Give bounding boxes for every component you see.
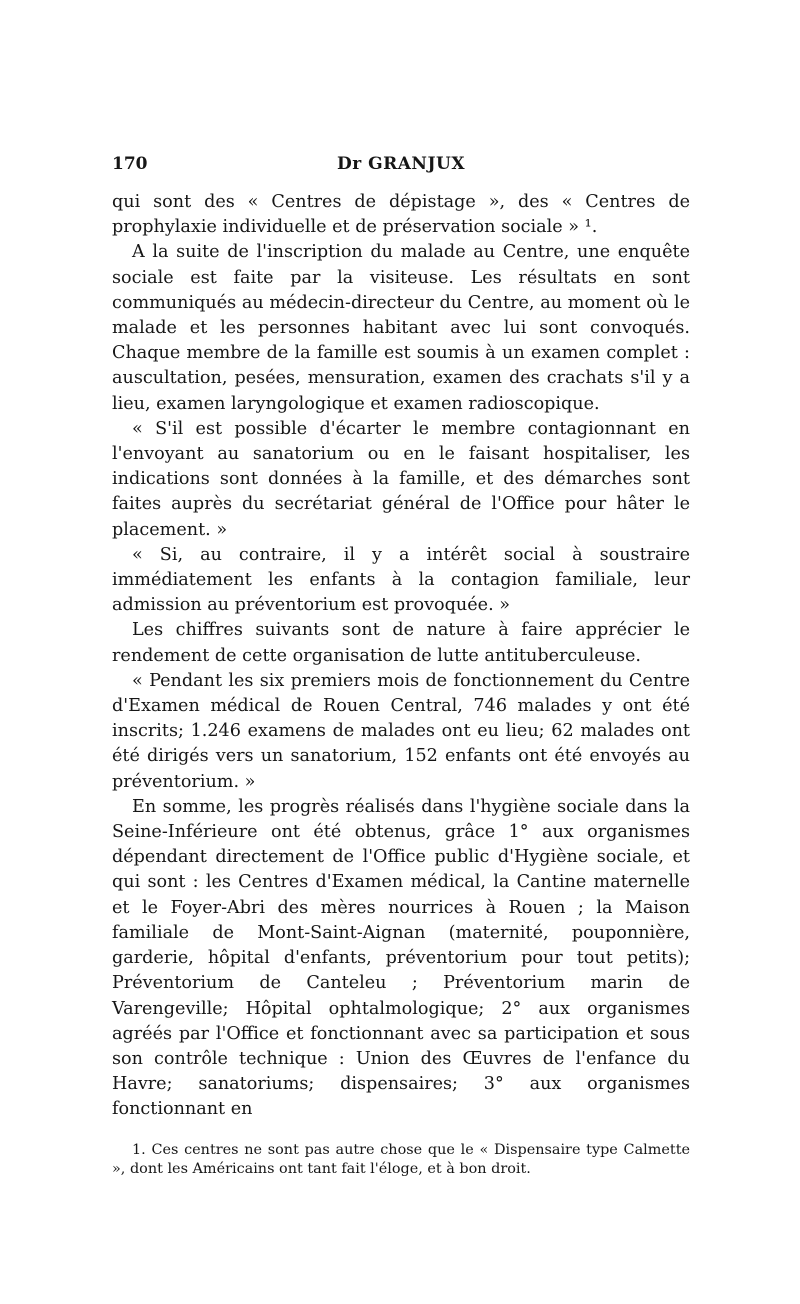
running-head bbox=[112, 150, 690, 176]
footnote: 1. Ces centres ne sont pas autre chose que le « Dispensaire type Calmette », dont les Américains ont tant fait l'éloge, et à bon droit. bbox=[112, 1141, 690, 1177]
paragraph: A la suite de l'inscription du malade au Centre, une enquête sociale est faite par la visiteuse. Les résultats en sont communiqués au médecin-directeur du Centre, au moment où le malade et les personnes habitant avec lui sont convoqués. Chaque membre de la famille est soumis à un examen complet : auscultation, pesées, mensuration, examen des crachats s'il y a lieu, examen laryngologique et examen radioscopique. bbox=[112, 242, 690, 414]
running-head-author: Dr GRANJUX bbox=[336, 154, 466, 174]
paragraph: Les chiffres suivants sont de nature à faire apprécier le rendement de cette organisation de lutte antituberculeuse. bbox=[112, 620, 690, 666]
quoted-paragraph: « S'il est possible d'écarter le membre contagionnant en l'envoyant au sanatorium ou en le faisant hospitaliser, les indications sont données à la famille, et des démarches sont faites auprès du secrétariat général de l'Office pour hâter le placement. » bbox=[112, 418, 690, 540]
quoted-paragraph: « Pendant les six premiers mois de fonctionnement du Centre d'Examen médical de Rouen Central, 746 malades y ont été inscrits; 1.246 examens de malades ont eu lieu; 62 malades ont été dirigés vers un sanatorium, 152 enfants ont été envoyés au préventorium. » bbox=[112, 670, 690, 792]
page-number: 170 bbox=[112, 154, 148, 174]
quoted-paragraph: « Si, au contraire, il y a intérêt social à soustraire immédiatement les enfants à la contagion familiale, leur admission au préventorium est provoquée. » bbox=[112, 544, 690, 616]
paragraph: qui sont des « Centres de dépistage », des « Centres de prophylaxie individuelle et de préservation sociale » ¹. bbox=[112, 192, 690, 238]
book-page bbox=[112, 150, 690, 1179]
paragraph: En somme, les progrès réalisés dans l'hygiène sociale dans la Seine-Inférieure ont été obtenus, grâce 1° aux organismes dépendant directement de l'Office public d'Hygiène sociale, et qui sont : les Centres d'Examen médical, la Cantine maternelle et le Foyer-Abri des mères nourrices à Rouen ; la Maison familiale de Mont-Saint-Aignan (maternité, pouponnière, garderie, hôpital d'enfants, préventorium pour tout petits); Préventorium de Canteleu ; Préventorium marin de Varengeville; Hôpital ophtalmologique; 2° aux organismes agréés par l'Office et fonctionnant avec sa participation et sous son contrôle technique : Union des Œuvres de l'enfance du Havre; sanatoriums; dispensaires; 3° aux organismes fonctionnant en bbox=[112, 796, 690, 1120]
body-text bbox=[112, 190, 690, 1123]
